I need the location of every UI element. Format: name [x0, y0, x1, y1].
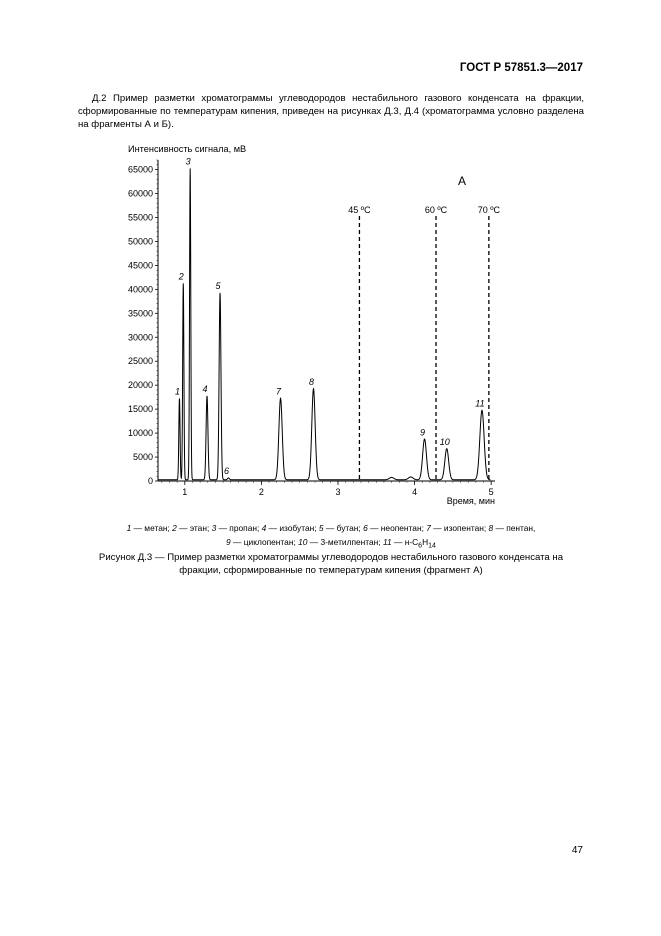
chromatogram-trace [158, 168, 490, 479]
peak-label: 1 [174, 386, 180, 397]
legend-num-8: 8 [488, 523, 494, 533]
peak-label: 10 [439, 436, 450, 447]
y-tick-label: 20000 [127, 380, 153, 391]
x-axis-label: Время, мин [446, 496, 495, 506]
legend-sub-14: 14 [428, 542, 436, 550]
peak-label: 9 [420, 427, 426, 438]
y-axis-label: Интенсивность сигнала, мВ [128, 144, 247, 154]
y-tick-label: 15000 [127, 404, 153, 415]
y-tick-label: 55000 [127, 212, 153, 223]
legend-num-5: 5 [318, 523, 324, 533]
x-tick-label: 3 [335, 487, 341, 497]
x-tick-label: 2 [258, 487, 264, 497]
legend-text-9: — циклопентан; [230, 537, 299, 547]
peak-label: 11 [475, 398, 485, 409]
legend-num-3: 3 [211, 523, 217, 533]
legend-text-1: — метан; [131, 523, 173, 533]
legend-text-2: — этан; [176, 523, 212, 533]
peak-label: 8 [308, 376, 314, 387]
y-tick-label: 65000 [127, 164, 153, 175]
legend-text-7: — изопентан; [430, 523, 489, 533]
peak-label: 2 [178, 271, 184, 282]
y-tick-label: 0 [147, 476, 153, 486]
intro-paragraph: Д.2 Пример разметки хроматограммы углеводородов нестабильного газового конденсата на фракции, сформированные по температурам кипения, приведен на рисунках Д.3, Д.4 (хроматограмма условно разделена на фрагменты А и Б). [78, 93, 584, 130]
legend-num-7: 7 [426, 523, 431, 533]
legend-num-1: 1 [126, 523, 132, 533]
peak-label: 4 [202, 384, 208, 395]
legend-text-4: — изобутан; [266, 523, 319, 533]
x-tick-label: 4 [412, 487, 418, 497]
legend-num-9: 9 [226, 537, 231, 547]
y-tick-label: 10000 [127, 428, 153, 439]
legend-text-10: — 3-метилпентан; [307, 537, 383, 547]
legend-text-h: H [422, 537, 429, 547]
peak-label: 3 [185, 156, 191, 167]
y-tick-label: 50000 [127, 236, 153, 247]
temperature-marker-label: 60 ºС [424, 205, 448, 215]
y-tick-label: 35000 [127, 308, 153, 319]
y-tick-label: 60000 [127, 188, 153, 199]
peak-label: 6 [223, 466, 229, 477]
y-tick-label: 45000 [127, 260, 153, 271]
peak-label: 7 [276, 386, 282, 397]
panel-label: А [458, 174, 467, 188]
page-number: 47 [571, 845, 583, 856]
legend-text-11: — н-C [391, 537, 419, 547]
figure-caption: Рисунок Д.3 — Пример разметки хроматограммы углеводородов нестабильного газового конденсата на фракции, сформированные по температурам кипения (фрагмент А) [98, 552, 564, 576]
legend-num-2: 2 [172, 523, 177, 533]
temperature-marker-label: 45 ºС [348, 205, 371, 215]
standard-header: ГОСТ Р 57851.3—2017 [459, 62, 583, 74]
x-tick-label: 5 [488, 487, 494, 497]
legend-sub-6: 6 [418, 542, 423, 550]
y-tick-label: 30000 [127, 332, 153, 343]
x-tick-label: 1 [182, 487, 188, 497]
legend-text-5: — бутан; [323, 523, 364, 533]
temperature-marker-label: 70 ºС [477, 205, 501, 215]
peak-label: 5 [215, 281, 221, 292]
y-tick-label: 40000 [127, 284, 153, 295]
legend-num-4: 4 [261, 523, 267, 533]
legend-text-6: — неопентан; [367, 523, 427, 533]
y-tick-label: 5000 [132, 452, 153, 463]
legend-num-10: 10 [298, 537, 308, 547]
legend-text-3: — пропан; [216, 523, 262, 533]
chart-legend [78, 521, 584, 554]
legend-num-11: 11 [382, 537, 392, 547]
legend-line-1 [78, 521, 584, 535]
legend-text-8: — пентан, [493, 523, 536, 533]
legend-num-6: 6 [363, 523, 368, 533]
y-tick-label: 25000 [127, 356, 153, 367]
